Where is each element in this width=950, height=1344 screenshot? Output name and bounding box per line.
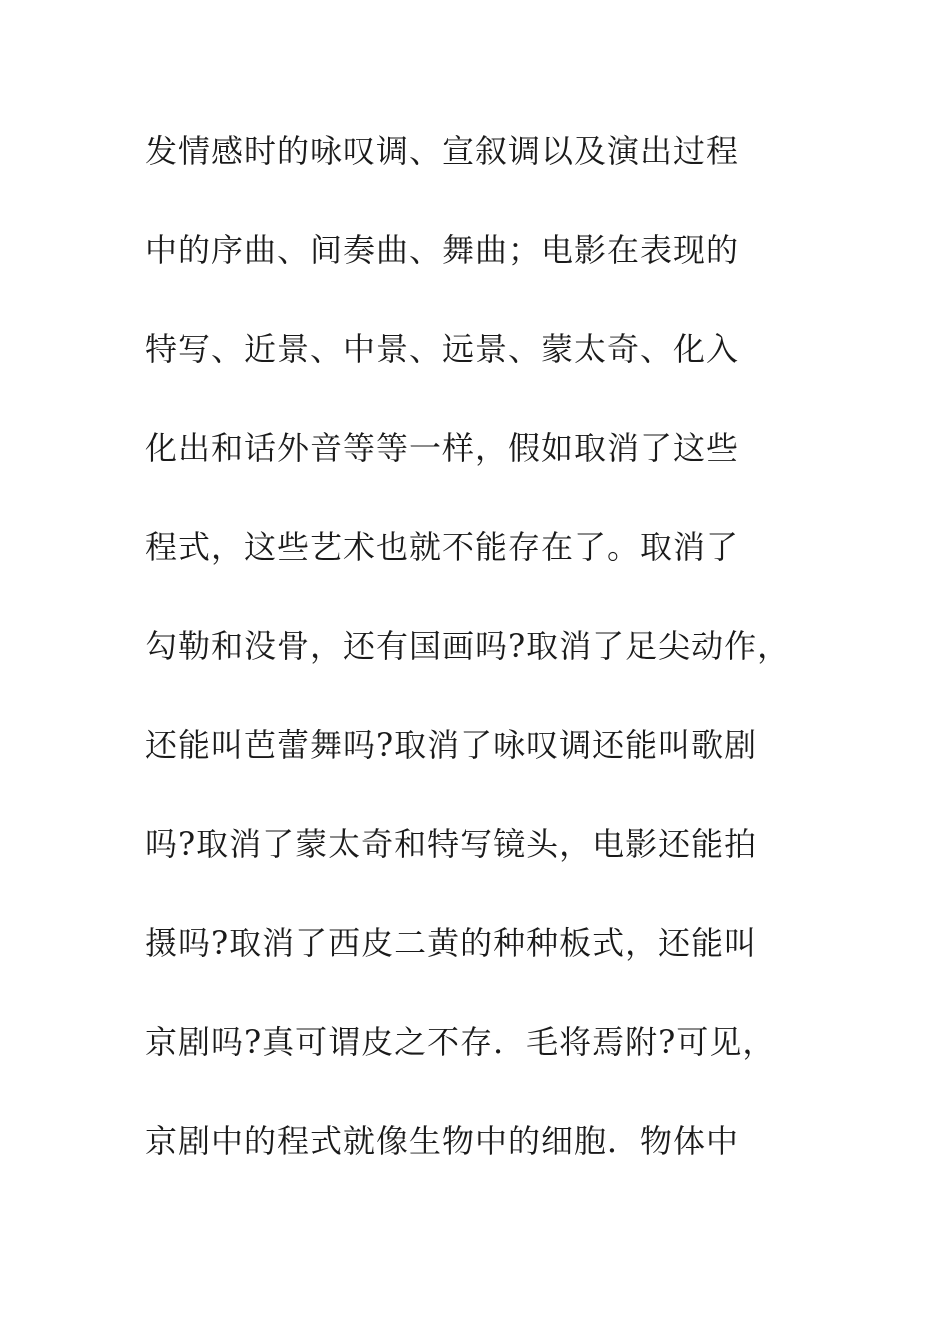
- text-line: 吗?取消了蒙太奇和特写镜头，电影还能拍: [145, 825, 758, 863]
- text-line: 程式，这些艺术也就不能存在了。取消了: [145, 528, 740, 566]
- text-line: 发情感时的咏叹调、宣叙调以及演出过程: [145, 132, 740, 170]
- text-line: 特写、近景、中景、远景、蒙太奇、化入: [145, 330, 740, 368]
- text-line: 勾勒和没骨，还有国画吗?取消了足尖动作，: [145, 627, 791, 665]
- text-line: 京剧吗?真可谓皮之不存．毛将焉附?可见，: [145, 1023, 776, 1061]
- text-line: 化出和话外音等等一样，假如取消了这些: [145, 429, 740, 467]
- text-line: 摄吗?取消了西皮二黄的种种板式，还能叫: [145, 924, 758, 962]
- text-line: 京剧中的程式就像生物中的细胞．物体中: [145, 1122, 740, 1160]
- body-text: [145, 118, 865, 1207]
- text-line: 还能叫芭蕾舞吗?取消了咏叹调还能叫歌剧: [145, 726, 758, 764]
- text-line: 中的序曲、间奏曲、舞曲；电影在表现的: [145, 231, 740, 269]
